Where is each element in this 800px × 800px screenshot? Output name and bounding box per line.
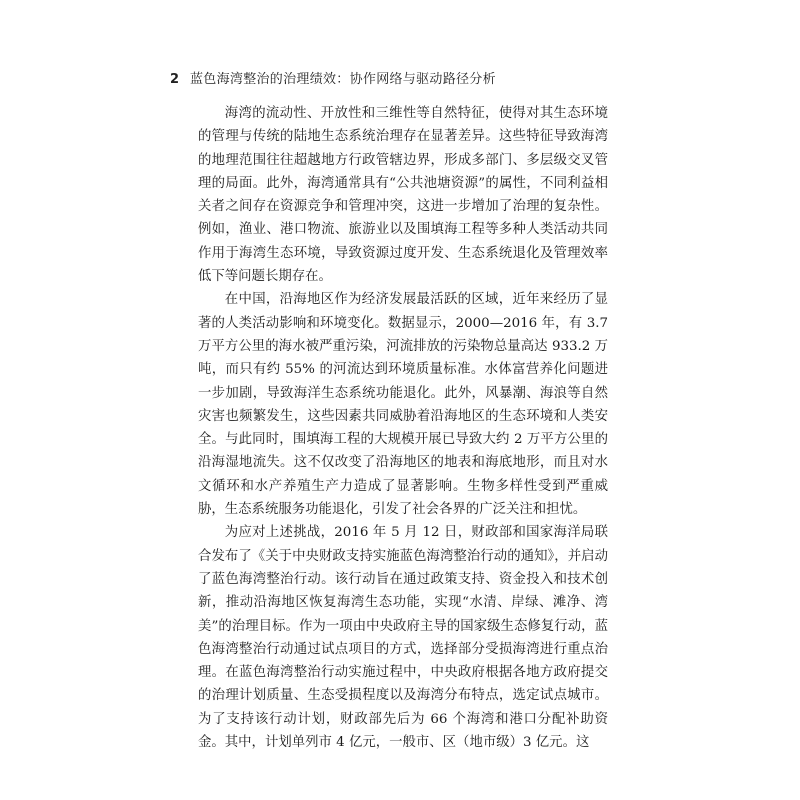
- paragraph: 海湾的流动性、开放性和三维性等自然特征，使得对其生态环境的管理与传统的陆地生态系统治理存在显著差异。这些特征导致海湾的地理范围往往超越地方行政管辖边界，形成多部门、多层级交叉管理的局面。此外，海湾通常具有“公共池塘资源”的属性，不同利益相关者之间存在资源竞争和管理冲突，这进一步增加了治理的复杂性。例如，渔业、港口物流、旅游业以及围填海工程等多种人类活动共同作用于海湾生态环境，导致资源过度开发、生态系统退化及管理效率低下等问题长期存在。: [198, 106, 608, 285]
- running-header-title: 蓝色海湾整治的治理绩效：协作网络与驱动路径分析: [190, 72, 496, 87]
- body-text: [198, 102, 608, 754]
- paragraph: 在中国，沿海地区作为经济发展最活跃的区域，近年来经历了显著的人类活动影响和环境变化。数据显示，2000—2016 年，有 3.7 万平方公里的海水被严重污染，河流排放的污染物总量高达 933.2 万吨，而只有约 55% 的河流达到环境质量标准。水体富营养化问题进一步加剧，导致海洋生态系统功能退化。此外，风暴潮、海浪等自然灾害也频繁发生，这些因素共同威胁着沿海地区的生态环境和人类安全。与此同时，围填海工程的大规模开展已导致大约 2 万平方公里的沿海湿地流失。这不仅改变了沿海地区的地表和海底地形，而且对水文循环和水产养殖生产力造成了显著影响。生物多样性受到严重威胁，生态系统服务功能退化，引发了社会各界的广泛关注和担忧。: [198, 292, 608, 518]
- page-number: 2: [170, 72, 180, 87]
- running-header: [170, 68, 630, 88]
- paragraph: 为应对上述挑战，2016 年 5 月 12 日，财政部和国家海洋局联合发布了《关于中央财政支持实施蓝色海湾整治行动的通知》，并启动了蓝色海湾整治行动。该行动旨在通过政策支持、资金投入和技术创新，推动沿海地区恢复海湾生态功能，实现“水清、岸绿、滩净、湾美”的治理目标。作为一项由中央政府主导的国家级生态修复行动，蓝色海湾整治行动通过试点项目的方式，选择部分受损海湾进行重点治理。在蓝色海湾整治行动实施过程中，中央政府根据各地方政府提交的治理计划质量、生态受损程度以及海湾分布特点，选定试点城市。为了支持该行动计划，财政部先后为 66 个海湾和港口分配补助资金。其中，计划单列市 4 亿元，一般市、区（地市级）3 亿元。这: [198, 525, 608, 751]
